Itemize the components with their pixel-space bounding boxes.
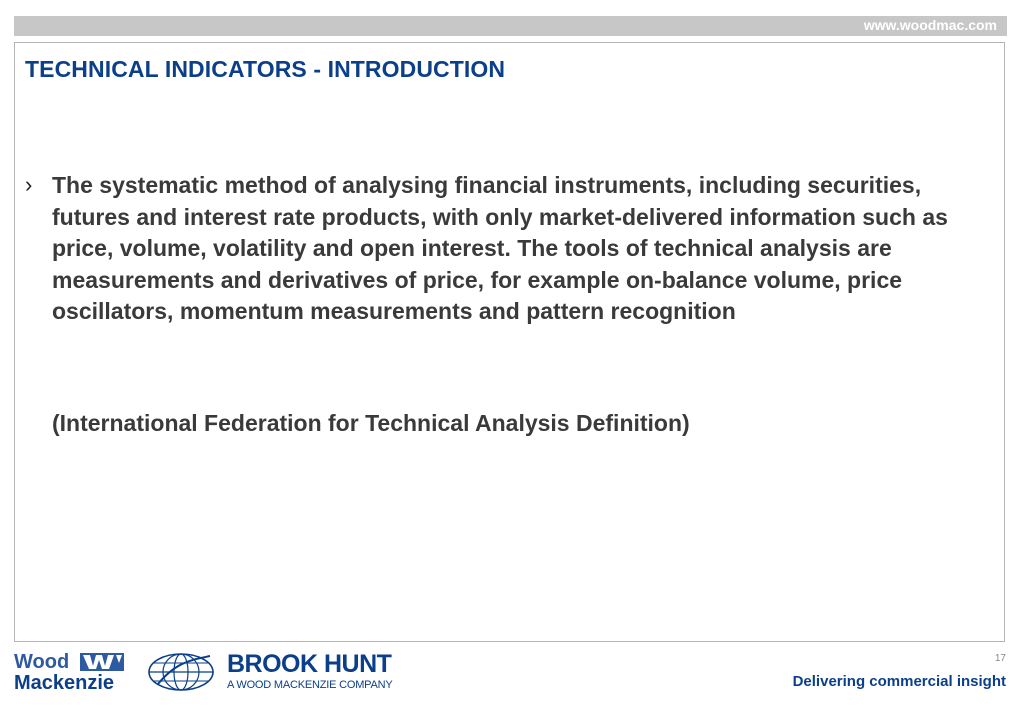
wood-mackenzie-logo-line1: Wood — [14, 651, 70, 673]
bullet-text: The systematic method of analysing financial instruments, including securities, futures and interest rate products, with only market-delivered information such as price, volume, volatility and open interest. The tools of technical analysis are measurements and derivatives of price, for example on-balance volume, price oscillators, momentum measurements and pattern recognition — [52, 172, 948, 324]
header-bar — [14, 16, 1007, 36]
brook-hunt-globe-icon — [146, 652, 216, 692]
page-number: 17 — [994, 653, 1006, 664]
chevron-right-icon: › — [25, 172, 33, 197]
tagline: Delivering commercial insight — [792, 673, 1006, 690]
wood-mackenzie-w-icon — [80, 653, 124, 671]
brook-hunt-subtitle: A WOOD MACKENZIE COMPANY — [227, 679, 393, 691]
brook-hunt-name: BROOK HUNT — [227, 650, 392, 678]
wood-mackenzie-logo — [14, 651, 126, 695]
slide-title: TECHNICAL INDICATORS - INTRODUCTION — [25, 56, 506, 82]
citation: (International Federation for Technical Analysis Definition) — [52, 410, 690, 436]
wood-mackenzie-logo-line2: Mackenzie — [14, 672, 115, 694]
website-url: www.woodmac.com — [863, 17, 997, 33]
slide-content-frame — [14, 42, 1005, 642]
